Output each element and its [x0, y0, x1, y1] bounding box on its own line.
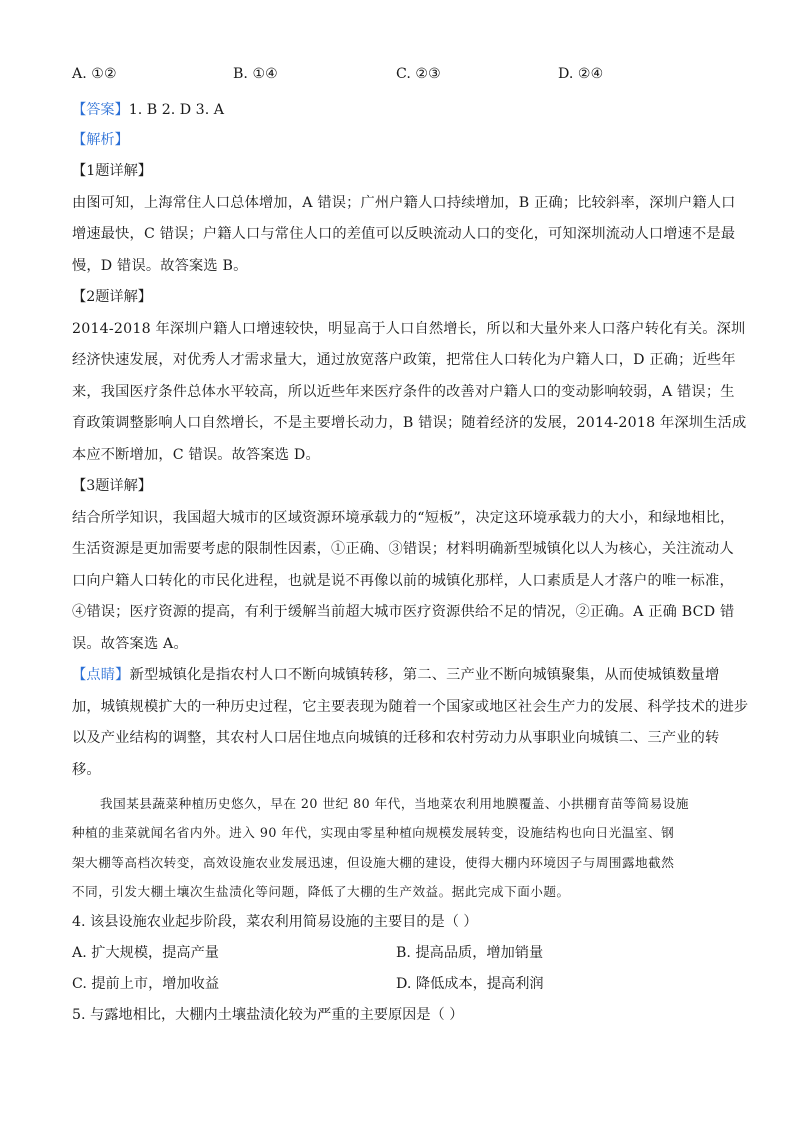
- option-d: D. ②④: [558, 66, 604, 82]
- analysis-tag: 【解析】: [72, 132, 129, 148]
- q1-line: 慢，D 错误。故答案选 B。: [72, 258, 248, 274]
- tip-line: 移。: [72, 762, 101, 778]
- answer-tag: 【答案】: [72, 102, 129, 118]
- q3-line: ④错误；医疗资源的提高，有利于缓解当前超大城市医疗资源供给不足的情况，②正确。A 正确 BCD 错: [72, 604, 735, 620]
- tip-first-line: [72, 664, 719, 684]
- tip-tag: 【点睛】: [72, 667, 130, 683]
- q3-line: 口向户籍人口转化的市民化进程，也就是说不再像以前的城镇化那样，人口素质是人才落户的唯一标准，: [72, 573, 734, 589]
- q4-option-a: A. 扩大规模，提高产量: [72, 945, 219, 961]
- passage-line: 架大棚等高档次转变，高效设施农业发展迅速，但设施大棚的建设，使得大棚内环境因子与周围露地截然: [72, 855, 675, 870]
- tip-line: 加，城镇规模扩大的一种历史过程，它主要表现为随着一个国家或地区社会生产力的发展、科学技术的进步: [72, 699, 749, 715]
- q2-line: 育政策调整影响人口自然增长，不是主要增长动力，B 错误；随着经济的发展，2014-2018 年深圳生活成: [72, 415, 747, 431]
- q4-option-b: B. 提高品质，增加销量: [396, 945, 544, 961]
- answer-text: 1. B 2. D 3. A: [128, 102, 224, 118]
- q1-heading: 【1题详解】: [72, 163, 152, 179]
- q2-line: 来，我国医疗条件总体水平较高，所以近些年来医疗条件的改善对户籍人口的变动影响较弱，A 错误；生: [72, 384, 735, 400]
- q4-option-c: C. 提前上市，增加收益: [72, 976, 220, 992]
- q3-line: 误。故答案选 A。: [72, 636, 188, 652]
- option-a: A. ①②: [72, 66, 117, 82]
- q2-line: 经济快速发展，对优秀人才需求量大，通过放宽落户政策，把常住人口转化为户籍人口，D 正确；近些年: [72, 352, 736, 368]
- q2-line: 2014-2018 年深圳户籍人口增速较快，明显高于人口自然增长，所以和大量外来人口落户转化有关。深圳: [72, 321, 746, 337]
- q1-line: 增速最快，C 错误；户籍人口与常住人口的差值可以反映流动人口的变化，可知深圳流动人口增速不是最: [72, 226, 736, 242]
- tip-line: 以及产业结构的调整，其农村人口居住地点向城镇的迁移和农村劳动力从事职业向城镇二、三产业的转: [72, 730, 720, 746]
- q2-line: 本应不断增加，C 错误。故答案选 D。: [72, 447, 320, 463]
- q3-line: 结合所学知识，我国超大城市的区域资源环境承载力的“短板”，决定这环境承载力的大小，和绿地相比，: [72, 510, 735, 526]
- q3-heading: 【3题详解】: [72, 478, 152, 494]
- passage-line: 不同，引发大棚土壤次生盐渍化等问题，降低了大棚的生产效益。据此完成下面小题。: [72, 884, 570, 899]
- q4-stem: 4. 该县设施农业起步阶段，菜农利用简易设施的主要目的是（ ）: [72, 914, 478, 930]
- tip-line: 新型城镇化是指农村人口不断向城镇转移，第二、三产业不断向城镇聚集，从而使城镇数量增: [129, 667, 720, 683]
- option-c: C. ②③: [396, 66, 441, 82]
- q3-line: 生活资源是更加需要考虑的限制性因素，①正确、③错误；材料明确新型城镇化以人为核心，关注流动人: [72, 541, 734, 557]
- passage-line: 我国某县蔬菜种植历史悠久，早在 20 世纪 80 年代，当地菜农利用地膜覆盖、小拱棚育苗等简易设施: [100, 796, 689, 811]
- passage-line: 种植的韭菜就闻名省内外。进入 90 年代，实现由零星种植向规模发展转变，设施结构也向日光温室、钢: [72, 825, 675, 840]
- q2-heading: 【2题详解】: [72, 289, 152, 305]
- q4-option-d: D. 降低成本，提高利润: [396, 976, 544, 992]
- answer-line: [72, 99, 224, 119]
- option-b: B. ①④: [233, 66, 278, 82]
- q5-stem: 5. 与露地相比，大棚内土壤盐渍化较为严重的主要原因是（ ）: [72, 1007, 464, 1023]
- q1-line: 由图可知，上海常住人口总体增加，A 错误；广州户籍人口持续增加，B 正确；比较斜率，深圳户籍人口: [72, 195, 736, 211]
